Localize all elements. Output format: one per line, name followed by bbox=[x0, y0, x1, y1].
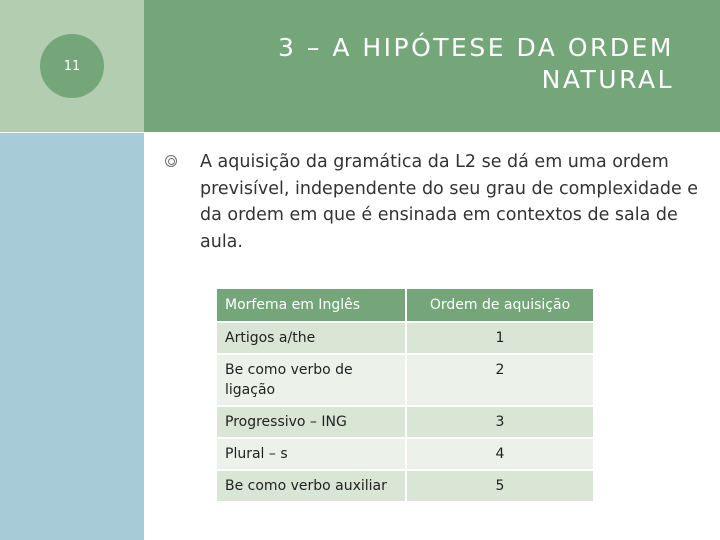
morpheme-order-table bbox=[215, 287, 595, 503]
header-divider bbox=[0, 132, 720, 133]
table-header-row bbox=[217, 289, 593, 321]
order-cell: 1 bbox=[407, 323, 593, 353]
slide-title: 3 – A HIPÓTESE DA ORDEM NATURAL bbox=[278, 33, 674, 94]
order-cell: 3 bbox=[407, 407, 593, 437]
left-bottom-panel bbox=[0, 132, 144, 540]
table-row bbox=[217, 439, 593, 469]
bullet-circle-icon bbox=[165, 155, 177, 167]
table-row bbox=[217, 407, 593, 437]
bullet-text: A aquisição da gramática da L2 se dá em uma ordem previsível, independente do seu grau de complexidade e da ordem em que é ensinada em contextos de sala de aula. bbox=[200, 152, 699, 252]
morpheme-cell: Artigos a/the bbox=[217, 323, 405, 353]
morpheme-cell: Progressivo – ING bbox=[217, 407, 405, 437]
morpheme-cell: Plural – s bbox=[217, 439, 405, 469]
order-cell: 2 bbox=[407, 355, 593, 405]
morpheme-cell: Be como verbo auxiliar bbox=[217, 471, 405, 501]
table-row bbox=[217, 471, 593, 501]
order-cell: 5 bbox=[407, 471, 593, 501]
table-row bbox=[217, 323, 593, 353]
slide-number: 11 bbox=[40, 34, 104, 98]
header-morpheme: Morfema em Inglês bbox=[217, 289, 405, 321]
table-row bbox=[217, 355, 593, 405]
header-order: Ordem de aquisição bbox=[407, 289, 593, 321]
morpheme-cell: Be como verbo de ligação bbox=[217, 355, 405, 405]
order-cell: 4 bbox=[407, 439, 593, 469]
